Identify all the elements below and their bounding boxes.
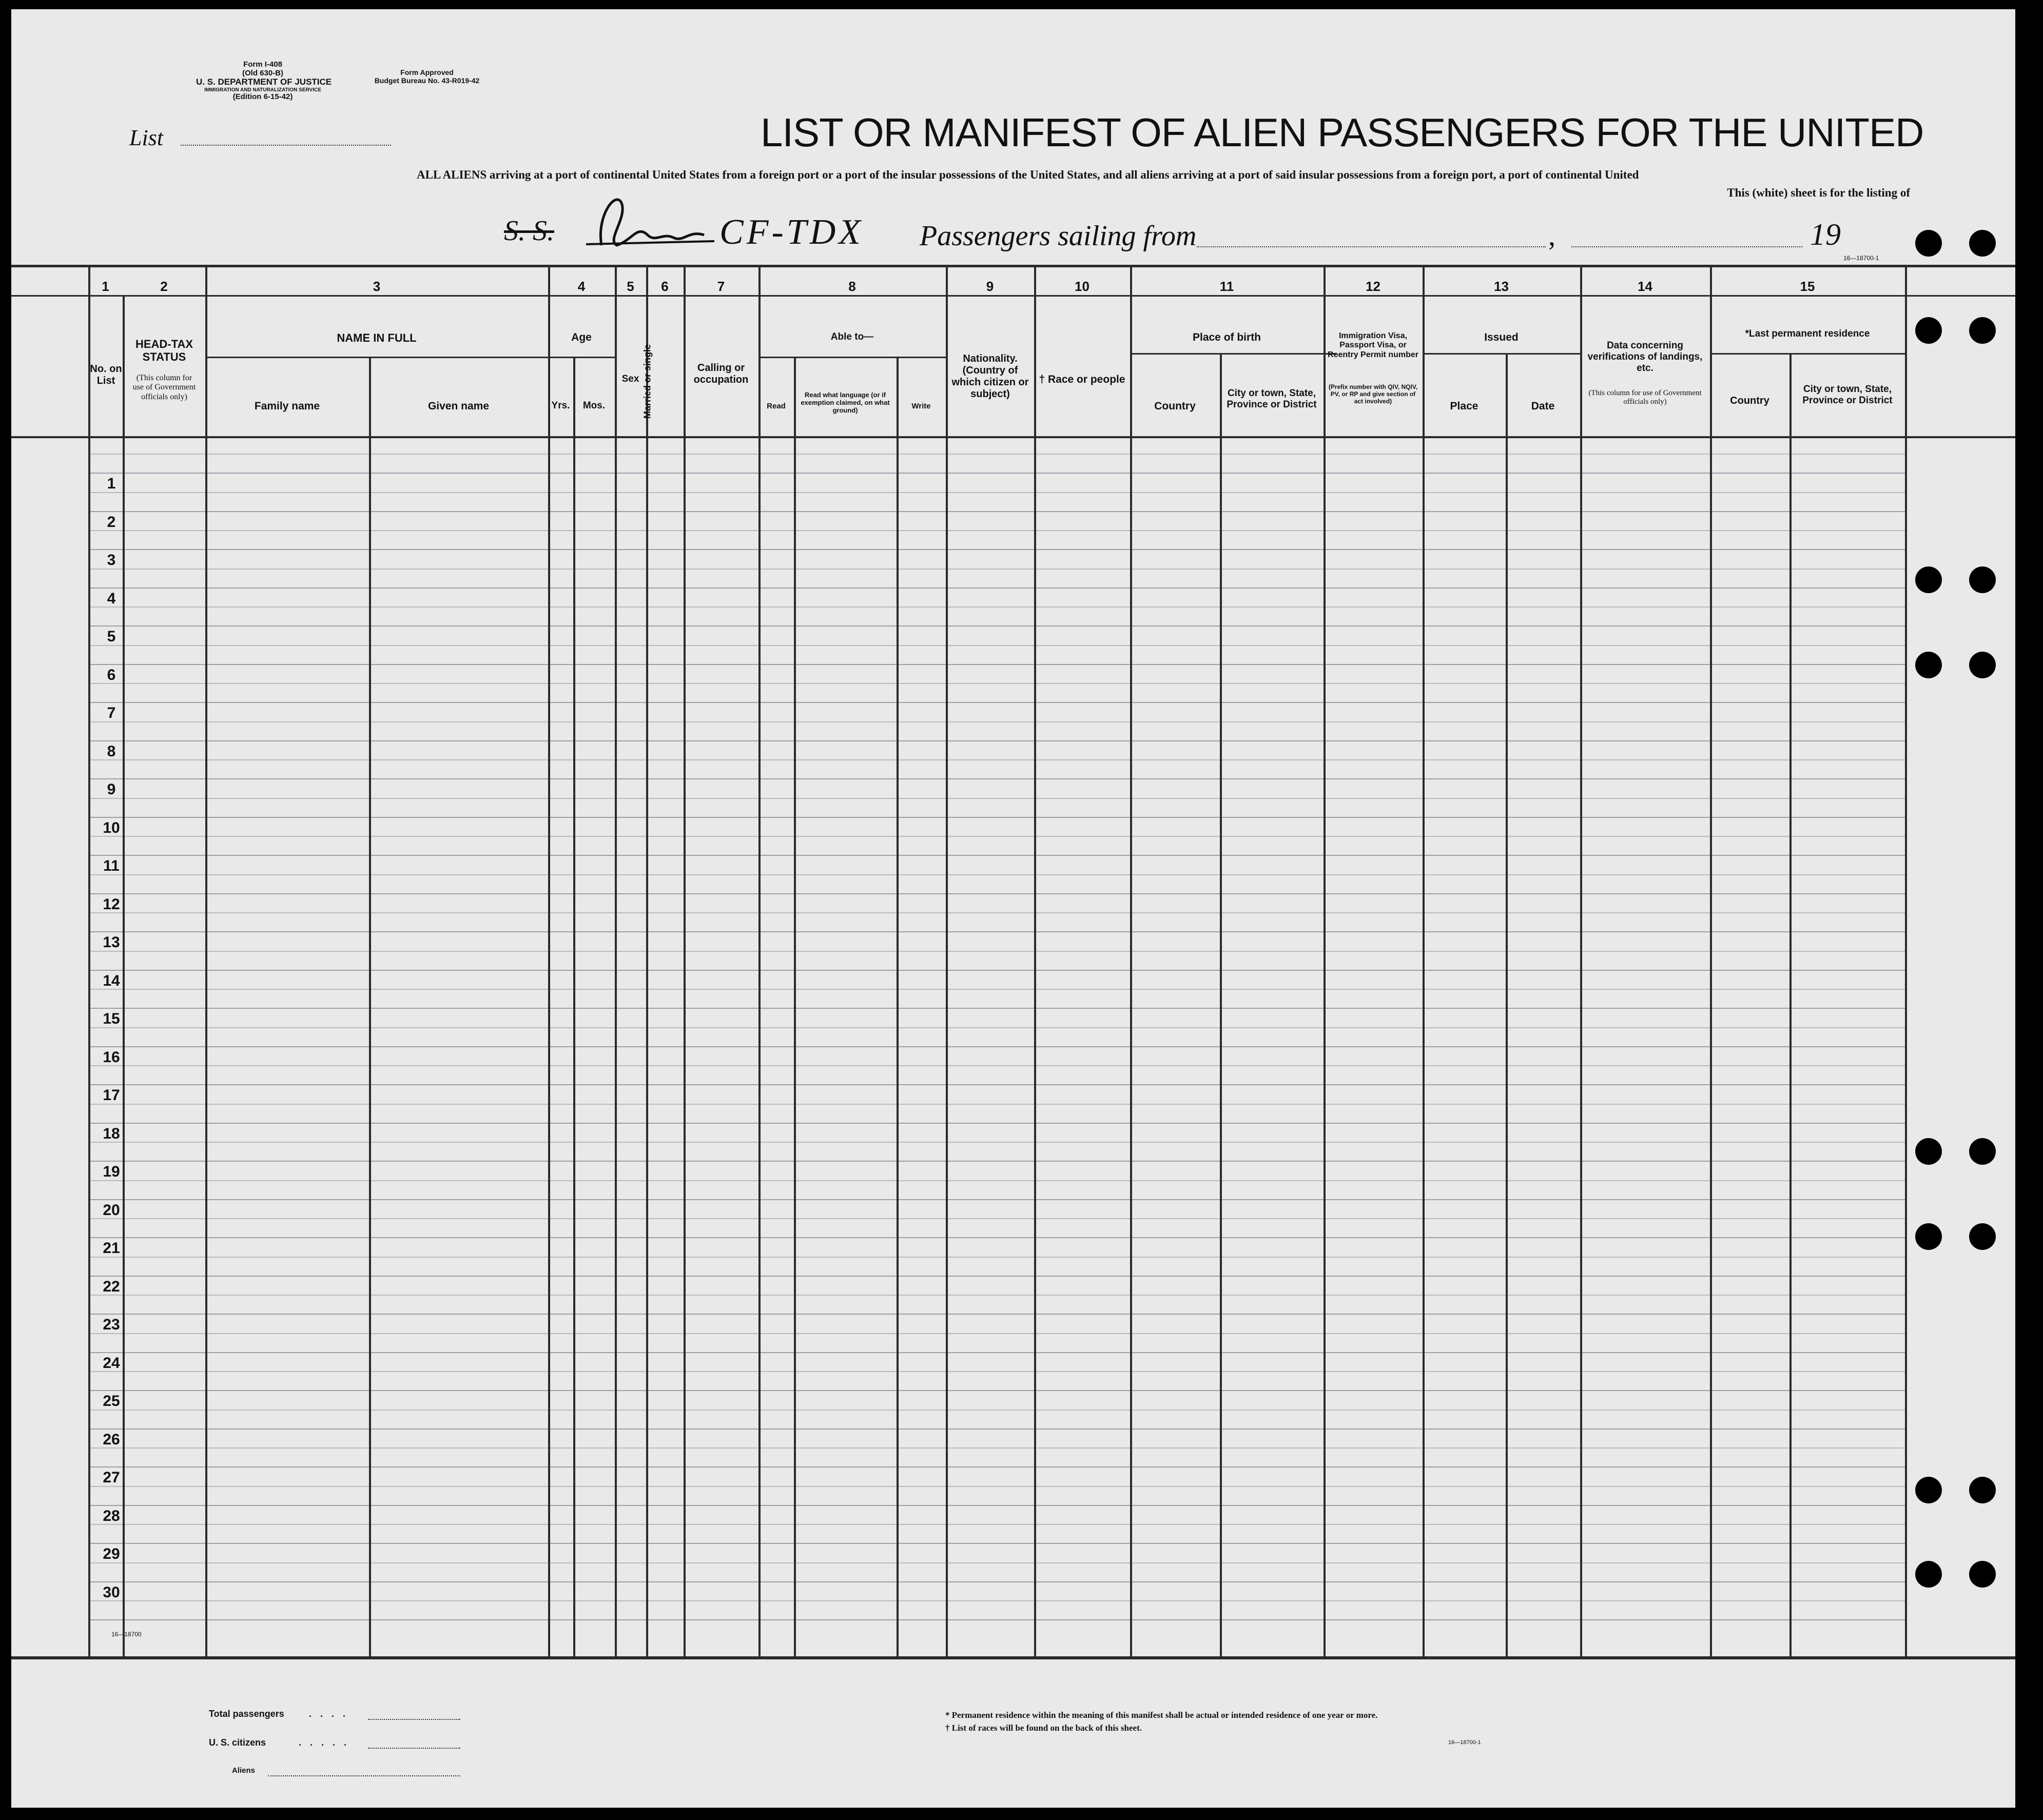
header-issued-date: Date [1531,400,1555,412]
row-rule [88,1486,1905,1487]
header-calling: Calling or occupation [693,362,749,385]
form-edition: (Edition 6-15-42) [232,92,293,101]
row-rule [88,1257,1905,1258]
column-number: 2 [160,279,168,294]
row-rule [88,1619,1905,1620]
header-birth-city: City or town, State, Province or District [1227,388,1317,410]
header-data-concerning: Data concerning verifications of landings, etc. [1587,340,1703,374]
row-rule [88,855,1905,856]
header-bottom-border [11,436,2015,438]
header-issued: Issued [1484,331,1519,343]
leader-dots: . . . . [309,1709,349,1719]
header-place-of-birth: Place of birth [1192,331,1261,343]
row-number: 14 [103,972,120,989]
column-number: 14 [1638,279,1652,294]
form-old-number: (Old 630-B) [242,68,283,77]
row-rule [88,1390,1905,1391]
column-number: 5 [627,279,634,294]
row-number: 24 [103,1355,120,1372]
manifest-sheet [11,9,2015,1808]
row-rule [88,606,1905,608]
header-mos: Mos. [582,400,606,411]
row-rule [88,721,1905,722]
header-visa-note: (Prefix number with QIV, NQIV, PV, or RP and give section of act involved) [1328,383,1418,405]
binder-hole-icon [1969,1138,1996,1165]
row-number: 22 [103,1278,120,1295]
row-rule [88,1333,1905,1334]
row-rule [88,836,1905,837]
header-issued-place: Place [1450,400,1478,412]
row-number: 15 [103,1010,120,1027]
row-rule [88,625,1905,627]
binder-hole-icon [1969,1477,1996,1503]
row-rule [88,1447,1905,1449]
year-prefix: 19 [1810,218,1841,251]
column-number: 12 [1366,279,1380,294]
row-rule [88,569,1905,570]
header-head-tax: HEAD-TAX STATUS [135,338,193,364]
row-rule [88,1218,1905,1219]
footnote-races: † List of races will be found on the back of this sheet. [945,1723,1142,1733]
row-rule [88,951,1905,952]
header-read-language: Read what language (or if exemption claimed, on what ground) [801,391,890,414]
row-rule [88,1410,1905,1411]
row-rule [88,1562,1905,1563]
row-rule [88,702,1905,703]
header-write: Write [911,402,931,410]
header-able-to: Able to— [830,331,874,342]
row-rule [88,1065,1905,1066]
row-rule [88,1104,1905,1105]
row-rule [88,664,1905,665]
header-nationality: Nationality. (Country of which citizen or subject) [951,353,1029,400]
able-subheader-line [758,357,946,358]
birth-subheader-line [1130,353,1336,355]
instruction-line-1: ALL ALIENS arriving at a port of continental United States from a foreign port or a port of the insular possessions of the United States, and all aliens arriving at a port of said insular possessions from a foreign port, a port of continental United [417,168,1639,181]
comma-text: , [1548,220,1555,252]
binder-hole-icon [1969,1223,1996,1250]
row-rule [88,1543,1905,1544]
row-rule [88,1428,1905,1430]
row-rule [88,1352,1905,1353]
row-rule [88,778,1905,779]
column-number: 6 [661,279,669,294]
column-number: 8 [848,279,856,294]
column-number: 15 [1800,279,1815,294]
binder-hole-icon [1915,230,1942,257]
row-number: 8 [107,743,116,760]
column-number: 4 [577,279,586,294]
row-number: 30 [103,1584,120,1601]
row-rule [88,588,1905,589]
list-number-field[interactable] [181,144,391,146]
row-rule [88,817,1905,818]
header-no-on-list: No. on List [90,363,122,386]
row-rule [88,970,1905,971]
header-family-name: Family name [254,400,320,412]
instruction-line-2: This (white) sheet is for the listing of [1727,186,1910,199]
row-rule [88,683,1905,684]
row-rule [88,1524,1905,1525]
row-rule [88,511,1905,512]
header-race: † Race or people [1039,374,1125,385]
row-rule [88,1505,1905,1506]
aliens-field[interactable] [268,1774,460,1776]
table-bottom-border [11,1656,2015,1659]
row-rule [88,492,1905,493]
row-number: 10 [103,819,120,836]
row-number: 12 [103,896,120,913]
name-subheader-line [205,357,548,358]
row-rule [88,1276,1905,1277]
service-name: IMMIGRATION AND NATURALIZATION SERVICE [204,87,321,93]
binder-hole-icon [1915,1138,1942,1165]
row-rule [88,549,1905,550]
row-number: 25 [103,1393,120,1410]
header-birth-country: Country [1154,400,1196,412]
row-rule [88,1046,1905,1047]
issued-subheader-line [1423,353,1580,355]
row-rule [88,874,1905,875]
row-rule [88,1237,1905,1238]
row-rule [88,759,1905,760]
row-rule [88,1295,1905,1296]
footnote-permanent-residence: * Permanent residence within the meaning of this manifest shall be actual or intended residence of one year or more. [945,1710,1378,1720]
header-married-single: Married or single [642,344,653,419]
row-number: 4 [107,590,116,607]
total-passengers-label: Total passengers [209,1709,284,1719]
column-number: 10 [1075,279,1089,294]
header-name-in-full: NAME IN FULL [337,331,417,344]
row-rule [88,1314,1905,1315]
column-number: 11 [1219,279,1234,294]
row-rule [88,1371,1905,1372]
top-right-code: 16—18700-1 [1843,255,1879,262]
sailing-from-label: Passengers sailing from [920,220,1197,252]
header-read: Read [767,402,786,410]
date-field[interactable] [1571,245,1802,247]
row-rule [88,1581,1905,1582]
binder-hole-icon [1969,230,1996,257]
row-number: 1 [107,475,116,492]
binder-hole-icon [1915,652,1942,678]
bottom-form-code: 16—18700 [111,1631,142,1638]
port-field[interactable] [1197,245,1546,247]
residence-subheader-line [1710,353,1905,355]
header-yrs: Yrs. [551,400,570,411]
page-title: LIST OR MANIFEST OF ALIEN PASSENGERS FOR THE UNITED [761,110,1924,155]
header-residence-city: City or town, State, Province or District [1802,384,1893,406]
row-rule [88,989,1905,990]
row-number: 26 [103,1431,120,1448]
row-number: 28 [103,1508,120,1524]
row-rule [88,1600,1905,1601]
row-rule [88,1161,1905,1162]
row-rule [88,473,1905,474]
row-rule [88,893,1905,894]
row-number: 17 [103,1087,120,1104]
leader-dots: . . . . . [299,1737,350,1748]
binder-hole-icon [1915,1561,1942,1588]
approval-block [350,68,504,85]
row-rule [88,912,1905,913]
row-number: 13 [103,934,120,951]
row-number: 9 [107,781,116,798]
form-number: Form I-408 [243,60,282,69]
row-number: 27 [103,1469,120,1486]
table-top-border [11,265,2015,267]
row-rule [88,740,1905,741]
binder-hole-icon [1915,317,1942,344]
binder-hole-icon [1915,1223,1942,1250]
row-number: 20 [103,1202,120,1219]
us-citizens-label: U. S. citizens [209,1737,266,1748]
row-rule [88,530,1905,531]
row-number: 2 [107,514,116,531]
column-number: 3 [373,279,381,294]
binder-hole-icon [1915,1477,1942,1503]
row-rule [88,645,1905,646]
binder-hole-icon [1969,317,1996,344]
header-residence-country: Country [1730,395,1769,406]
department-name: U. S. DEPARTMENT OF JUSTICE [196,77,332,87]
row-rule [88,1142,1905,1143]
row-rule [88,1027,1905,1028]
row-number: 18 [103,1125,120,1142]
column-number-divider [11,295,2015,297]
row-number: 11 [103,857,120,874]
row-rule [88,1199,1905,1200]
header-age: Age [571,331,592,343]
header-sex: Sex [621,374,639,384]
form-approved: Form Approved [400,68,454,76]
header-last-residence: *Last permanent residence [1745,328,1870,339]
row-number: 6 [107,667,116,683]
binder-hole-icon [1969,566,1996,593]
row-number: 7 [107,704,116,721]
row-rule [88,1466,1905,1467]
ss-label: S. S. [504,215,554,247]
footer-right-code: 16—18700-1 [1448,1739,1481,1746]
binder-hole-icon [1969,1561,1996,1588]
handwritten-scribble-icon [586,184,719,261]
header-visa: Immigration Visa, Passport Visa, or Reentry Permit number [1328,331,1418,359]
row-rule [88,454,1905,455]
column-number: 7 [717,279,725,294]
binder-hole-icon [1969,652,1996,678]
row-number: 19 [103,1163,120,1180]
column-number: 1 [102,279,109,294]
row-number: 21 [103,1240,120,1257]
row-number: 5 [107,628,116,645]
row-rule [88,1180,1905,1181]
row-rule [88,931,1905,932]
header-data-note: (This column for use of Government officials only) [1588,389,1702,406]
form-id-block [196,60,332,101]
list-label: List [129,125,164,150]
row-number: 3 [107,552,116,569]
vessel-name-handwritten[interactable]: CF-TDX [719,212,864,252]
row-number: 29 [103,1545,120,1562]
row-rule [88,1123,1905,1124]
total-passengers-field[interactable] [368,1718,460,1720]
us-citizens-field[interactable] [368,1747,460,1749]
age-subheader-line [548,357,615,358]
row-rule [88,1008,1905,1009]
row-rule [88,798,1905,799]
binder-hole-icon [1915,566,1942,593]
row-number: 16 [103,1049,120,1066]
row-number: 23 [103,1316,120,1333]
aliens-label: Aliens [232,1766,256,1775]
budget-number: Budget Bureau No. 43-R019-42 [374,76,480,85]
header-head-tax-note: (This column for use of Government officials only) [132,374,196,401]
column-number: 9 [986,279,994,294]
header-given-name: Given name [427,400,490,412]
row-rule [88,1084,1905,1085]
column-number: 13 [1494,279,1509,294]
